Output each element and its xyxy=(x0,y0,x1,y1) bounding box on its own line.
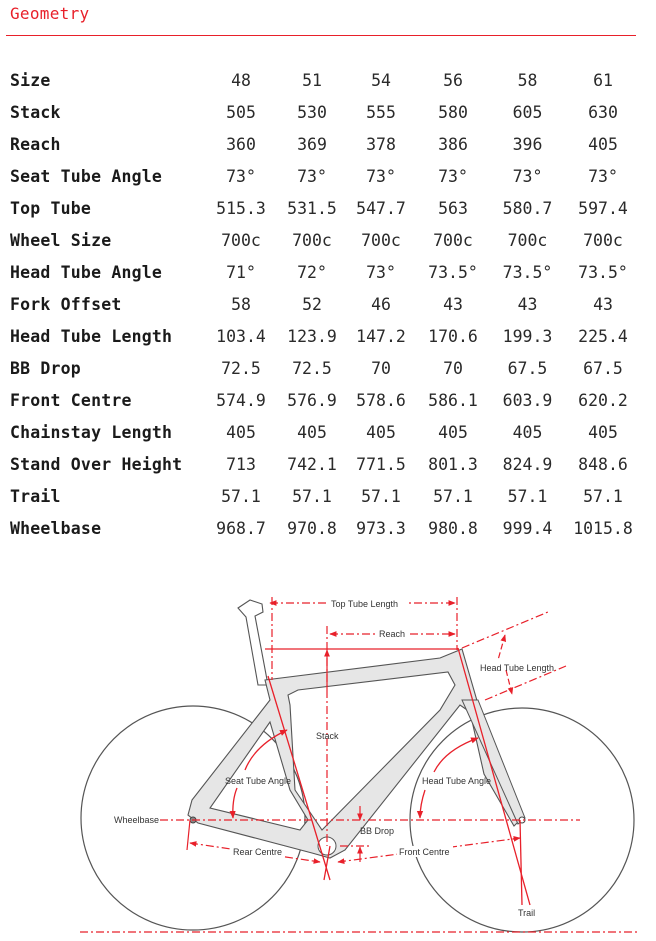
title-divider xyxy=(6,35,636,36)
cell-size-51: 742.1 xyxy=(287,454,337,474)
cell-size-51: 52 xyxy=(302,294,322,314)
cell-size-48: 405 xyxy=(226,422,256,442)
cell-size-54: 378 xyxy=(366,134,396,154)
cell-size-58: 57.1 xyxy=(507,486,548,506)
cell-size-48: 700c xyxy=(221,230,261,250)
cell-size-61: 225.4 xyxy=(578,326,628,346)
cell-size-51: 970.8 xyxy=(287,518,337,538)
cell-size-61: 1015.8 xyxy=(573,518,633,538)
bike-geometry-diagram xyxy=(0,570,656,941)
table-row xyxy=(10,352,642,384)
cell-size-58: 396 xyxy=(512,134,543,154)
cell-size-61: 73° xyxy=(588,166,618,186)
label-front-centre: Front Centre xyxy=(399,847,450,857)
cell-size-56: 70 xyxy=(443,358,463,378)
cell-size-56: 73.5° xyxy=(428,262,478,282)
cell-size-56: 56 xyxy=(443,70,463,90)
geometry-table xyxy=(10,64,642,544)
table-row xyxy=(10,448,642,480)
row-label: Fork Offset xyxy=(10,294,122,314)
cell-size-56: 57.1 xyxy=(433,486,473,506)
cell-size-54: 70 xyxy=(371,358,391,378)
cell-size-56: 801.3 xyxy=(428,454,478,474)
cell-size-51: 123.9 xyxy=(287,326,337,346)
table-row xyxy=(10,512,642,544)
cell-size-54: 771.5 xyxy=(356,454,406,474)
cell-size-51: 405 xyxy=(297,422,327,442)
table-row xyxy=(10,192,642,224)
row-label: Wheel Size xyxy=(10,230,112,250)
row-label: Front Centre xyxy=(10,390,132,410)
cell-size-56: 563 xyxy=(438,198,468,218)
cell-size-58: 67.5 xyxy=(507,358,548,378)
cell-size-51: 369 xyxy=(297,134,327,154)
cell-size-48: 48 xyxy=(231,70,251,90)
cell-size-54: 700c xyxy=(361,230,401,250)
cell-size-56: 586.1 xyxy=(428,390,478,410)
row-label: Stand Over Height xyxy=(10,454,183,474)
row-label: Seat Tube Angle xyxy=(10,166,163,186)
row-label: Head Tube Length xyxy=(10,326,173,346)
cell-size-61: 620.2 xyxy=(578,390,628,410)
page-title: Geometry xyxy=(10,4,90,23)
label-top-tube-length: Top Tube Length xyxy=(331,599,399,609)
cell-size-48: 968.7 xyxy=(216,518,266,538)
cell-size-61: 597.4 xyxy=(578,198,628,218)
cell-size-48: 103.4 xyxy=(216,326,266,346)
row-label: Head Tube Angle xyxy=(10,262,163,282)
cell-size-58: 580.7 xyxy=(502,198,553,218)
cell-size-56: 170.6 xyxy=(428,326,478,346)
table-row xyxy=(10,96,642,128)
label-stack: Stack xyxy=(316,731,339,741)
table-row xyxy=(10,128,642,160)
cell-size-54: 54 xyxy=(371,70,391,90)
cell-size-61: 43 xyxy=(593,294,613,314)
cell-size-56: 73° xyxy=(438,166,468,186)
cell-size-51: 57.1 xyxy=(292,486,332,506)
table-row xyxy=(10,160,642,192)
table-row xyxy=(10,224,642,256)
label-bb-drop: BB Drop xyxy=(360,826,395,836)
cell-size-58: 824.9 xyxy=(502,454,553,474)
cell-size-61: 405 xyxy=(588,134,618,154)
cell-size-61: 700c xyxy=(583,230,623,250)
row-label: BB Drop xyxy=(10,358,81,378)
cell-size-54: 405 xyxy=(366,422,396,442)
table-row xyxy=(10,480,642,512)
cell-size-58: 405 xyxy=(512,422,543,442)
label-rear-centre: Rear Centre xyxy=(233,847,283,857)
row-label: Top Tube xyxy=(10,198,92,218)
cell-size-48: 574.9 xyxy=(216,390,266,410)
table-row xyxy=(10,256,642,288)
cell-size-54: 578.6 xyxy=(356,390,406,410)
row-label: Wheelbase xyxy=(10,518,102,538)
cell-size-48: 713 xyxy=(226,454,256,474)
cell-size-51: 72° xyxy=(297,262,327,282)
cell-size-51: 72.5 xyxy=(292,358,332,378)
cell-size-61: 405 xyxy=(588,422,618,442)
table-row xyxy=(10,64,642,96)
cell-size-51: 530 xyxy=(297,102,327,122)
cell-size-48: 71° xyxy=(226,262,256,282)
cell-size-56: 980.8 xyxy=(428,518,478,538)
cell-size-51: 700c xyxy=(292,230,332,250)
cell-size-56: 700c xyxy=(433,230,473,250)
cell-size-54: 147.2 xyxy=(356,326,406,346)
row-label: Trail xyxy=(10,486,61,506)
label-head-tube-angle: Head Tube Angle xyxy=(422,776,492,786)
cell-size-58: 58 xyxy=(517,70,538,90)
table-row xyxy=(10,320,642,352)
label-head-tube-length: Head Tube Length xyxy=(480,663,555,673)
cell-size-58: 999.4 xyxy=(502,518,553,538)
seatpost xyxy=(238,600,268,685)
cell-size-61: 848.6 xyxy=(578,454,628,474)
cell-size-48: 515.3 xyxy=(216,198,266,218)
cell-size-58: 603.9 xyxy=(502,390,553,410)
cell-size-56: 386 xyxy=(438,134,468,154)
cell-size-61: 73.5° xyxy=(578,262,628,282)
cell-size-56: 43 xyxy=(443,294,463,314)
cell-size-58: 199.3 xyxy=(502,326,553,346)
cell-size-48: 360 xyxy=(226,134,256,154)
row-label: Chainstay Length xyxy=(10,422,173,442)
row-label: Stack xyxy=(10,102,61,122)
cell-size-61: 630 xyxy=(588,102,618,122)
cell-size-48: 57.1 xyxy=(221,486,261,506)
cell-size-61: 57.1 xyxy=(583,486,623,506)
cell-size-51: 576.9 xyxy=(287,390,337,410)
cell-size-48: 505 xyxy=(226,102,256,122)
row-label: Reach xyxy=(10,134,61,154)
cell-size-58: 605 xyxy=(512,102,543,122)
cell-size-54: 57.1 xyxy=(361,486,401,506)
cell-size-58: 43 xyxy=(517,294,538,314)
table-row xyxy=(10,416,642,448)
bike-frame xyxy=(188,649,520,858)
cell-size-61: 61 xyxy=(593,70,613,90)
table-row xyxy=(10,288,642,320)
cell-size-54: 73° xyxy=(366,262,396,282)
cell-size-58: 73.5° xyxy=(502,262,553,282)
table-row xyxy=(10,384,642,416)
label-trail: Trail xyxy=(518,908,536,918)
cell-size-51: 531.5 xyxy=(287,198,337,218)
cell-size-54: 555 xyxy=(366,102,396,122)
cell-size-58: 73° xyxy=(512,166,543,186)
label-reach: Reach xyxy=(379,629,406,639)
cell-size-48: 73° xyxy=(226,166,256,186)
row-label: Size xyxy=(10,70,51,90)
cell-size-51: 51 xyxy=(302,70,322,90)
cell-size-54: 547.7 xyxy=(356,198,406,218)
cell-size-48: 58 xyxy=(231,294,251,314)
cell-size-58: 700c xyxy=(507,230,548,250)
fork xyxy=(462,700,525,824)
cell-size-54: 973.3 xyxy=(356,518,406,538)
cell-size-61: 67.5 xyxy=(583,358,623,378)
cell-size-54: 73° xyxy=(366,166,396,186)
cell-size-51: 73° xyxy=(297,166,327,186)
cell-size-56: 580 xyxy=(438,102,468,122)
cell-size-54: 46 xyxy=(371,294,391,314)
label-wheelbase: Wheelbase xyxy=(114,815,160,825)
cell-size-48: 72.5 xyxy=(221,358,261,378)
cell-size-56: 405 xyxy=(438,422,468,442)
label-seat-tube-angle: Seat Tube Angle xyxy=(225,776,292,786)
